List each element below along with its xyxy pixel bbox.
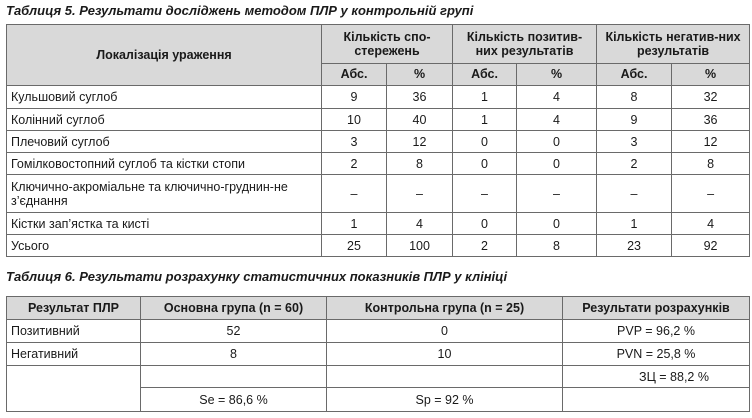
subheader-abs: Абс. bbox=[453, 63, 517, 85]
cell: 0 bbox=[517, 131, 597, 153]
cell: 36 bbox=[672, 109, 750, 131]
row-label: Позитивний bbox=[7, 320, 141, 343]
subheader-percent: % bbox=[672, 63, 750, 85]
table-row bbox=[7, 109, 750, 131]
cell bbox=[563, 388, 750, 412]
cell: 40 bbox=[387, 109, 453, 131]
cell: 3 bbox=[322, 131, 387, 153]
specificity-cell: Sp = 92 % bbox=[327, 388, 563, 412]
cell: – bbox=[517, 175, 597, 213]
cell: 8 bbox=[517, 235, 597, 257]
row-label: Кульшовий суглоб bbox=[7, 86, 322, 109]
cell: – bbox=[453, 175, 517, 213]
cell: – bbox=[322, 175, 387, 213]
table-row bbox=[7, 131, 750, 153]
cell: 3 bbox=[597, 131, 672, 153]
table5-caption: Таблиця 5. Результати досліджень методом ПЛР у контрольній групі bbox=[6, 3, 474, 18]
cell: – bbox=[597, 175, 672, 213]
table-row bbox=[7, 213, 750, 235]
row-label: Колінний суглоб bbox=[7, 109, 322, 131]
table-row bbox=[7, 86, 750, 109]
cell: 1 bbox=[453, 109, 517, 131]
cell: 100 bbox=[387, 235, 453, 257]
pvn-cell: PVN = 25,8 % bbox=[563, 343, 750, 366]
table6 bbox=[6, 296, 750, 412]
positive-results-header: Кількість позитив-них результатів bbox=[453, 25, 597, 64]
subheader-percent: % bbox=[387, 63, 453, 85]
cell: 12 bbox=[387, 131, 453, 153]
cell: 4 bbox=[517, 109, 597, 131]
cell: 92 bbox=[672, 235, 750, 257]
cell: 10 bbox=[327, 343, 563, 366]
pvp-cell: PVP = 96,2 % bbox=[563, 320, 750, 343]
cell: 4 bbox=[517, 86, 597, 109]
row-label: Негативний bbox=[7, 343, 141, 366]
cell: 0 bbox=[327, 320, 563, 343]
cell: 10 bbox=[322, 109, 387, 131]
table5-header-row bbox=[7, 25, 750, 64]
cell bbox=[7, 366, 141, 412]
table-row bbox=[7, 153, 750, 175]
cell: 2 bbox=[597, 153, 672, 175]
row-label: Ключично-акроміальне та ключично-груднин-не з’єднання bbox=[7, 175, 322, 213]
cell: 4 bbox=[672, 213, 750, 235]
row-label: Кістки зап’ястка та кисті bbox=[7, 213, 322, 235]
cell: 2 bbox=[453, 235, 517, 257]
sensitivity-cell: Se = 86,6 % bbox=[141, 388, 327, 412]
cell: – bbox=[672, 175, 750, 213]
pcr-result-header: Результат ПЛР bbox=[7, 297, 141, 320]
row-label: Гомілковостопний суглоб та кістки стопи bbox=[7, 153, 322, 175]
cell: 0 bbox=[517, 153, 597, 175]
cell: 9 bbox=[597, 109, 672, 131]
table-row bbox=[7, 320, 750, 343]
table-row bbox=[7, 343, 750, 366]
cell: 0 bbox=[517, 213, 597, 235]
cell: 32 bbox=[672, 86, 750, 109]
cell: 25 bbox=[322, 235, 387, 257]
cell: 1 bbox=[322, 213, 387, 235]
table6-header-row bbox=[7, 297, 750, 320]
main-group-header: Основна група (n = 60) bbox=[141, 297, 327, 320]
cell bbox=[327, 366, 563, 388]
row-label: Плечовий суглоб bbox=[7, 131, 322, 153]
negative-results-header: Кількість негатив-них результатів bbox=[597, 25, 750, 64]
table-row bbox=[7, 175, 750, 213]
table6-caption: Таблиця 6. Результати розрахунку статистичних показників ПЛР у клініці bbox=[6, 269, 508, 284]
cell: 9 bbox=[322, 86, 387, 109]
cell: 8 bbox=[597, 86, 672, 109]
table-row bbox=[7, 366, 750, 388]
subheader-abs: Абс. bbox=[322, 63, 387, 85]
cell: 52 bbox=[141, 320, 327, 343]
table5 bbox=[6, 24, 750, 257]
localization-header: Локалізація ураження bbox=[7, 25, 322, 86]
observations-header: Кількість спо-стережень bbox=[322, 25, 453, 64]
cell: 8 bbox=[672, 153, 750, 175]
cell: 8 bbox=[387, 153, 453, 175]
cell: – bbox=[387, 175, 453, 213]
cell: 36 bbox=[387, 86, 453, 109]
accuracy-cell: ЗЦ = 88,2 % bbox=[563, 366, 750, 388]
cell: 8 bbox=[141, 343, 327, 366]
cell: 1 bbox=[597, 213, 672, 235]
subheader-abs: Абс. bbox=[597, 63, 672, 85]
cell: 23 bbox=[597, 235, 672, 257]
cell bbox=[141, 366, 327, 388]
calculation-results-header: Результати розрахунків bbox=[563, 297, 750, 320]
control-group-header: Контрольна група (n = 25) bbox=[327, 297, 563, 320]
cell: 2 bbox=[322, 153, 387, 175]
cell: 0 bbox=[453, 131, 517, 153]
cell: 12 bbox=[672, 131, 750, 153]
cell: 4 bbox=[387, 213, 453, 235]
cell: 0 bbox=[453, 153, 517, 175]
row-label: Усього bbox=[7, 235, 322, 257]
cell: 0 bbox=[453, 213, 517, 235]
table-row-total bbox=[7, 235, 750, 257]
cell: 1 bbox=[453, 86, 517, 109]
subheader-percent: % bbox=[517, 63, 597, 85]
